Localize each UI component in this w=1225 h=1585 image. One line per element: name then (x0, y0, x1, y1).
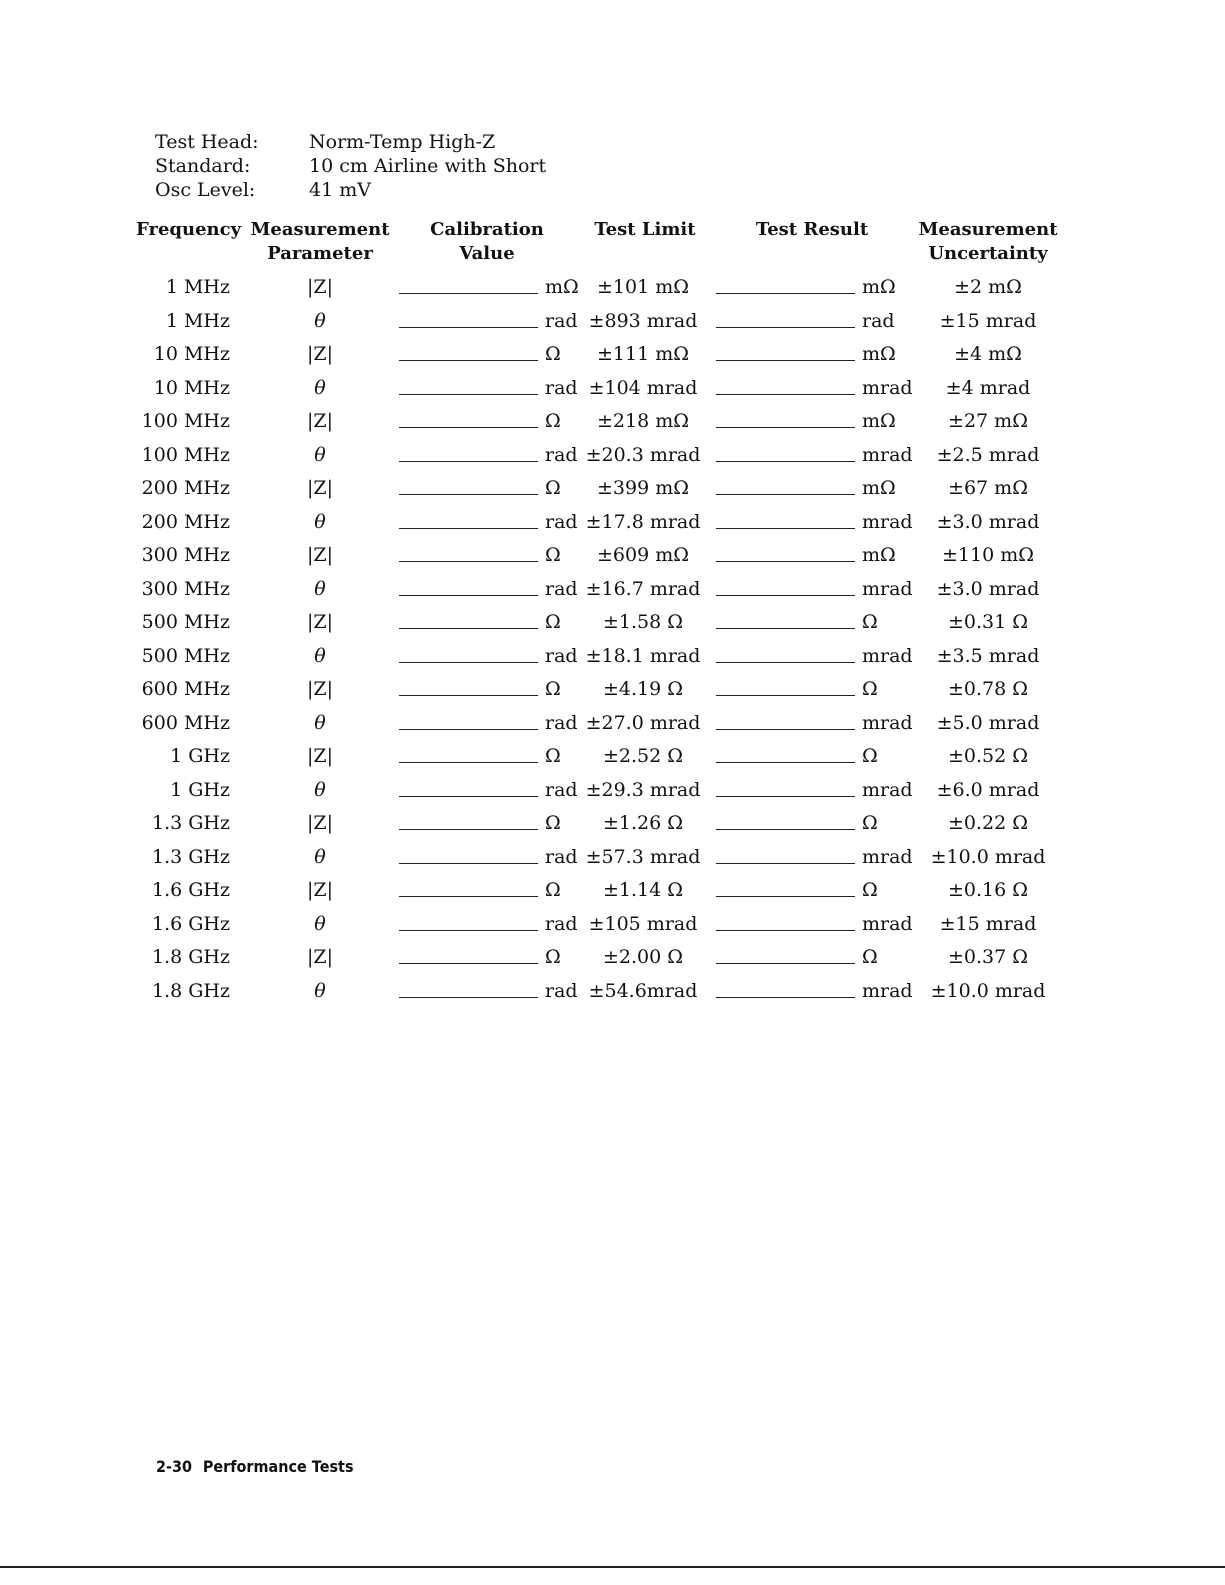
parameter-cell: |Z| (306, 879, 333, 901)
table-row (0, 306, 1225, 336)
uncertainty-cell: ±27 mΩ (948, 410, 1028, 432)
parameter-cell: θ (314, 912, 326, 935)
frequency-cell: 500 MHz (141, 611, 230, 633)
test-result-blank[interactable] (716, 896, 855, 897)
calibration-value-blank[interactable] (399, 829, 538, 830)
test-head-value: Norm-Temp High-Z (309, 131, 496, 153)
test-result-unit-cell: Ω (862, 879, 878, 901)
parameter-cell: θ (314, 443, 326, 466)
frequency-cell: 1.3 GHz (151, 845, 230, 868)
parameter-cell: |Z| (306, 544, 333, 566)
calibration-value-blank[interactable] (399, 628, 538, 629)
table-row (0, 808, 1225, 838)
table-row (0, 708, 1225, 738)
table-row (0, 775, 1225, 805)
calibration-value-blank[interactable] (399, 963, 538, 964)
test-limit-cell: ±20.3 mrad (585, 443, 701, 466)
test-result-blank[interactable] (716, 427, 855, 428)
calibration-unit-cell: rad (545, 711, 578, 734)
header-measurement-parameter-line1: Measurement (250, 219, 390, 240)
test-result-unit-cell: mΩ (862, 410, 896, 432)
uncertainty-cell: ±3.0 mrad (936, 577, 1040, 600)
frequency-cell: 200 MHz (141, 510, 230, 533)
calibration-value-blank[interactable] (399, 360, 538, 361)
osc-level-label: Osc Level: (155, 179, 256, 201)
uncertainty-cell: ±0.37 Ω (947, 946, 1029, 968)
calibration-unit-cell: Ω (545, 477, 561, 499)
header-measurement-uncertainty-line1: Measurement (918, 219, 1058, 240)
table-row (0, 842, 1225, 872)
parameter-cell: θ (314, 510, 326, 533)
test-result-blank[interactable] (716, 327, 855, 328)
test-result-unit-cell: mrad (862, 376, 913, 399)
calibration-unit-cell: rad (545, 376, 578, 399)
frequency-cell: 10 MHz (153, 343, 230, 365)
frequency-cell: 1 GHz (170, 778, 230, 801)
uncertainty-cell: ±10.0 mrad (930, 979, 1046, 1002)
header-measurement-uncertainty (916, 218, 1060, 266)
table-row (0, 540, 1225, 570)
uncertainty-cell: ±15 mrad (939, 912, 1037, 935)
calibration-value-blank[interactable] (399, 394, 538, 395)
test-result-blank[interactable] (716, 528, 855, 529)
uncertainty-cell: ±6.0 mrad (936, 778, 1040, 801)
test-result-unit-cell: mrad (862, 912, 913, 935)
test-limit-cell: ±111 mΩ (597, 343, 689, 365)
standard-value: 10 cm Airline with Short (309, 155, 547, 177)
calibration-value-blank[interactable] (399, 762, 538, 763)
calibration-value-blank[interactable] (399, 997, 538, 998)
calibration-value-blank[interactable] (399, 662, 538, 663)
table-row (0, 406, 1225, 436)
uncertainty-cell: ±4 mrad (945, 376, 1031, 399)
test-result-blank[interactable] (716, 796, 855, 797)
uncertainty-cell: ±2 mΩ (954, 276, 1022, 298)
calibration-unit-cell: rad (545, 912, 578, 935)
test-head-label: Test Head: (155, 131, 259, 153)
frequency-cell: 200 MHz (141, 477, 230, 499)
frequency-cell: 10 MHz (153, 376, 230, 399)
test-limit-cell: ±218 mΩ (597, 410, 689, 432)
test-result-unit-cell: mrad (862, 644, 913, 667)
frequency-cell: 1.6 GHz (151, 912, 230, 935)
frequency-cell: 500 MHz (141, 644, 230, 667)
calibration-unit-cell: mΩ (545, 276, 579, 298)
test-limit-cell: ±399 mΩ (597, 477, 689, 499)
uncertainty-cell: ±3.0 mrad (936, 510, 1040, 533)
test-result-unit-cell: mΩ (862, 477, 896, 499)
calibration-value-blank[interactable] (399, 930, 538, 931)
test-result-unit-cell: mrad (862, 510, 913, 533)
frequency-cell: 1.8 GHz (151, 946, 230, 968)
calibration-value-blank[interactable] (399, 896, 538, 897)
calibration-unit-cell: Ω (545, 611, 561, 633)
calibration-value-blank[interactable] (399, 595, 538, 596)
calibration-value-blank[interactable] (399, 327, 538, 328)
test-result-unit-cell: Ω (862, 946, 878, 968)
calibration-unit-cell: Ω (545, 544, 561, 566)
calibration-unit-cell: rad (545, 510, 578, 533)
table-row (0, 272, 1225, 302)
table-row (0, 875, 1225, 905)
calibration-unit-cell: rad (545, 778, 578, 801)
table-row (0, 373, 1225, 403)
frequency-cell: 1 MHz (165, 309, 230, 332)
test-limit-cell: ±27.0 mrad (585, 711, 701, 734)
test-result-blank[interactable] (716, 930, 855, 931)
calibration-unit-cell: rad (545, 577, 578, 600)
table-row (0, 607, 1225, 637)
test-result-unit-cell: mΩ (862, 276, 896, 298)
test-result-blank[interactable] (716, 293, 855, 294)
parameter-cell: |Z| (306, 812, 333, 834)
calibration-unit-cell: Ω (545, 812, 561, 834)
page-number: 2-30 (156, 1457, 193, 1476)
uncertainty-cell: ±10.0 mrad (930, 845, 1046, 868)
test-result-blank[interactable] (716, 494, 855, 495)
calibration-value-blank[interactable] (399, 863, 538, 864)
parameter-cell: θ (314, 376, 326, 399)
test-result-unit-cell: Ω (862, 678, 878, 700)
test-result-blank[interactable] (716, 561, 855, 562)
test-limit-cell: ±2.00 Ω (602, 946, 684, 968)
test-limit-cell: ±17.8 mrad (585, 510, 701, 533)
test-result-unit-cell: mrad (862, 711, 913, 734)
uncertainty-cell: ±0.16 Ω (947, 879, 1029, 901)
frequency-cell: 1.3 GHz (151, 812, 230, 834)
calibration-value-blank[interactable] (399, 528, 538, 529)
table-row (0, 641, 1225, 671)
calibration-unit-cell: rad (545, 979, 578, 1002)
calibration-unit-cell: Ω (545, 946, 561, 968)
header-frequency-text: Frequency (136, 219, 242, 240)
test-result-unit-cell: mrad (862, 577, 913, 600)
header-measurement-parameter-line2: Parameter (267, 243, 373, 264)
calibration-unit-cell: Ω (545, 879, 561, 901)
test-limit-cell: ±54.6mrad (588, 979, 698, 1002)
uncertainty-cell: ±15 mrad (939, 309, 1037, 332)
test-result-unit-cell: Ω (862, 812, 878, 834)
uncertainty-cell: ±2.5 mrad (936, 443, 1040, 466)
test-result-blank[interactable] (716, 829, 855, 830)
parameter-cell: θ (314, 711, 326, 734)
parameter-cell: θ (314, 845, 326, 868)
test-head-row (155, 130, 546, 154)
frequency-cell: 300 MHz (141, 577, 230, 600)
test-result-blank[interactable] (716, 662, 855, 663)
parameter-cell: θ (314, 778, 326, 801)
header-test-result (742, 218, 882, 242)
calibration-unit-cell: Ω (545, 745, 561, 767)
parameter-cell: |Z| (306, 611, 333, 633)
calibration-unit-cell: rad (545, 443, 578, 466)
test-result-unit-cell: mΩ (862, 343, 896, 365)
test-limit-cell: ±104 mrad (588, 376, 698, 399)
header-calibration-value (418, 218, 556, 266)
table-row (0, 440, 1225, 470)
header-test-result-text: Test Result (755, 219, 869, 240)
test-limit-cell: ±101 mΩ (597, 276, 689, 298)
test-limit-cell: ±4.19 Ω (602, 678, 684, 700)
parameter-cell: |Z| (306, 678, 333, 700)
test-limit-cell: ±16.7 mrad (585, 577, 701, 600)
standard-label: Standard: (155, 155, 251, 177)
test-limit-cell: ±2.52 Ω (602, 745, 684, 767)
frequency-cell: 300 MHz (141, 544, 230, 566)
header-frequency (136, 218, 242, 242)
parameter-cell: θ (314, 309, 326, 332)
calibration-value-blank[interactable] (399, 494, 538, 495)
calibration-unit-cell: rad (545, 309, 578, 332)
uncertainty-cell: ±5.0 mrad (936, 711, 1040, 734)
header-test-limit-text: Test Limit (594, 219, 696, 240)
header-calibration-value-line2: Value (459, 243, 515, 264)
uncertainty-cell: ±0.52 Ω (947, 745, 1029, 767)
frequency-cell: 600 MHz (141, 678, 230, 700)
calibration-value-blank[interactable] (399, 695, 538, 696)
standard-row (155, 154, 546, 178)
test-limit-cell: ±893 mrad (588, 309, 698, 332)
test-result-blank[interactable] (716, 963, 855, 964)
page-footer (156, 1457, 354, 1476)
frequency-cell: 600 MHz (141, 711, 230, 734)
calibration-unit-cell: Ω (545, 678, 561, 700)
table-row (0, 339, 1225, 369)
test-limit-cell: ±1.26 Ω (602, 812, 684, 834)
test-result-unit-cell: mrad (862, 845, 913, 868)
calibration-unit-cell: Ω (545, 410, 561, 432)
table-row (0, 976, 1225, 1006)
test-result-blank[interactable] (716, 595, 855, 596)
frequency-cell: 1.8 GHz (151, 979, 230, 1002)
parameter-cell: |Z| (306, 477, 333, 499)
uncertainty-cell: ±0.78 Ω (947, 678, 1029, 700)
calibration-unit-cell: rad (545, 845, 578, 868)
table-row (0, 507, 1225, 537)
test-result-blank[interactable] (716, 863, 855, 864)
test-result-blank[interactable] (716, 762, 855, 763)
test-result-blank[interactable] (716, 729, 855, 730)
bottom-rule (0, 1566, 1225, 1568)
parameter-cell: |Z| (306, 745, 333, 767)
test-result-unit-cell: rad (862, 309, 895, 332)
test-result-blank[interactable] (716, 997, 855, 998)
calibration-value-blank[interactable] (399, 293, 538, 294)
test-result-unit-cell: mΩ (862, 544, 896, 566)
parameter-cell: θ (314, 644, 326, 667)
uncertainty-cell: ±0.22 Ω (947, 812, 1029, 834)
uncertainty-cell: ±3.5 mrad (936, 644, 1040, 667)
frequency-cell: 100 MHz (141, 410, 230, 432)
header-measurement-uncertainty-line2: Uncertainty (928, 243, 1048, 264)
uncertainty-cell: ±4 mΩ (954, 343, 1022, 365)
calibration-unit-cell: rad (545, 644, 578, 667)
table-row (0, 741, 1225, 771)
calibration-unit-cell: Ω (545, 343, 561, 365)
test-result-blank[interactable] (716, 461, 855, 462)
test-limit-cell: ±1.14 Ω (602, 879, 684, 901)
osc-level-value: 41 mV (309, 179, 371, 201)
frequency-cell: 1 MHz (165, 276, 230, 298)
test-setup-info (155, 130, 546, 202)
calibration-value-blank[interactable] (399, 427, 538, 428)
uncertainty-cell: ±0.31 Ω (947, 611, 1029, 633)
test-limit-cell: ±18.1 mrad (585, 644, 701, 667)
parameter-cell: θ (314, 979, 326, 1002)
calibration-value-blank[interactable] (399, 729, 538, 730)
test-limit-cell: ±29.3 mrad (585, 778, 701, 801)
calibration-value-blank[interactable] (399, 796, 538, 797)
test-result-unit-cell: Ω (862, 745, 878, 767)
header-calibration-value-line1: Calibration (430, 219, 544, 240)
test-limit-cell: ±57.3 mrad (585, 845, 701, 868)
test-result-blank[interactable] (716, 394, 855, 395)
uncertainty-cell: ±67 mΩ (948, 477, 1028, 499)
osc-level-row (155, 178, 546, 202)
test-result-blank[interactable] (716, 695, 855, 696)
frequency-cell: 1.6 GHz (151, 879, 230, 901)
test-result-unit-cell: mrad (862, 443, 913, 466)
table-row (0, 473, 1225, 503)
frequency-cell: 1 GHz (170, 745, 230, 767)
test-limit-cell: ±609 mΩ (597, 544, 689, 566)
section-title: Performance Tests (202, 1457, 354, 1476)
parameter-cell: |Z| (306, 410, 333, 432)
calibration-value-blank[interactable] (399, 561, 538, 562)
table-row (0, 574, 1225, 604)
header-measurement-parameter (250, 218, 390, 266)
uncertainty-cell: ±110 mΩ (942, 544, 1034, 566)
test-result-blank[interactable] (716, 628, 855, 629)
test-result-unit-cell: Ω (862, 611, 878, 633)
test-result-blank[interactable] (716, 360, 855, 361)
frequency-cell: 100 MHz (141, 443, 230, 466)
table-row (0, 674, 1225, 704)
table-row (0, 909, 1225, 939)
test-limit-cell: ±1.58 Ω (602, 611, 684, 633)
table-row (0, 942, 1225, 972)
parameter-cell: θ (314, 577, 326, 600)
header-test-limit (580, 218, 710, 242)
parameter-cell: |Z| (306, 946, 333, 968)
calibration-value-blank[interactable] (399, 461, 538, 462)
test-limit-cell: ±105 mrad (588, 912, 698, 935)
parameter-cell: |Z| (306, 276, 333, 298)
parameter-cell: |Z| (306, 343, 333, 365)
test-result-unit-cell: mrad (862, 778, 913, 801)
test-result-unit-cell: mrad (862, 979, 913, 1002)
